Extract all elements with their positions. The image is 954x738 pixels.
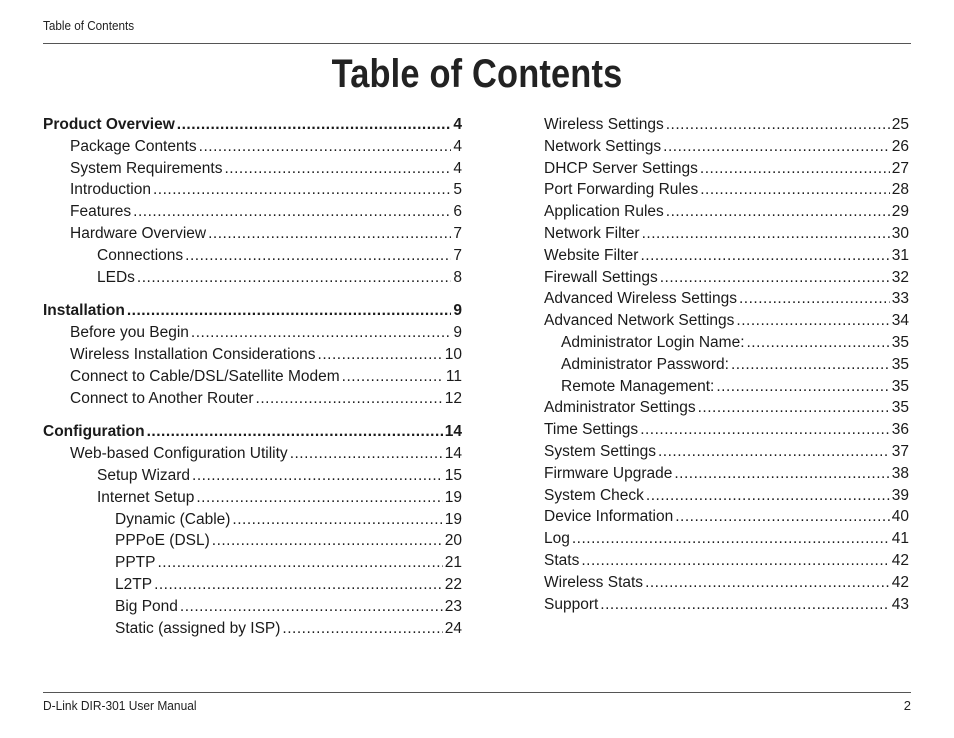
- toc-entry-label: Wireless Settings: [544, 116, 664, 133]
- toc-dot-leader: [658, 441, 890, 463]
- toc-entry-page-number: 35: [891, 333, 909, 351]
- toc-entry[interactable]: [43, 114, 462, 136]
- toc-entry-label: System Requirements: [70, 159, 223, 177]
- toc-entry-label: PPTP: [115, 554, 156, 572]
- toc-dot-leader: [199, 136, 452, 158]
- toc-entry-page-number: 40: [891, 508, 909, 526]
- toc-entry[interactable]: [43, 465, 462, 487]
- toc-entry[interactable]: [544, 528, 909, 550]
- toc-entry-label: Configuration: [43, 423, 145, 441]
- toc-entry[interactable]: [544, 354, 909, 376]
- toc-dot-leader: [185, 245, 451, 267]
- toc-dot-leader: [196, 487, 442, 509]
- toc-dot-leader: [127, 300, 452, 322]
- toc-entry-label: Network Settings: [544, 137, 662, 155]
- toc-entry[interactable]: [43, 158, 462, 180]
- toc-entry-page-number: 42: [891, 573, 909, 591]
- toc-dot-leader: [318, 344, 443, 366]
- toc-entry-page-number: 35: [891, 377, 909, 395]
- toc-entry-label: Introduction: [70, 181, 151, 199]
- toc-dot-leader: [736, 310, 889, 332]
- toc-entry-label: Static (assigned by ISP): [115, 619, 281, 637]
- toc-dot-leader: [747, 332, 890, 354]
- toc-entry-label: Wireless Stats: [544, 573, 644, 591]
- toc-entry-label: Port Forwarding Rules: [544, 181, 699, 199]
- toc-left-column: [43, 114, 462, 639]
- toc-entry[interactable]: [544, 419, 909, 441]
- toc-entry-label: Features: [70, 203, 132, 221]
- footer-divider: [43, 692, 911, 693]
- toc-entry[interactable]: [43, 366, 462, 388]
- toc-entry-page-number: 19: [444, 510, 462, 528]
- toc-entry[interactable]: [544, 201, 909, 223]
- toc-dot-leader: [572, 528, 890, 550]
- toc-entry-page-number: 41: [891, 530, 909, 548]
- toc-entry-page-number: 4: [453, 137, 462, 155]
- toc-dot-leader: [191, 322, 451, 344]
- toc-entry[interactable]: [544, 288, 909, 310]
- toc-entry-label: Before you Begin: [70, 324, 189, 342]
- toc-entry-label: Administrator Settings: [544, 399, 696, 417]
- toc-entry[interactable]: [43, 300, 462, 322]
- toc-entry[interactable]: [43, 596, 462, 618]
- toc-dot-leader: [646, 485, 890, 507]
- toc-dot-leader: [177, 114, 452, 136]
- toc-entry[interactable]: [544, 267, 909, 289]
- toc-entry-label: Product Overview: [43, 116, 175, 133]
- toc-dot-leader: [137, 267, 451, 289]
- toc-entry-page-number: 34: [891, 312, 909, 330]
- toc-entry-page-number: 31: [891, 246, 909, 264]
- toc-entry[interactable]: [544, 245, 909, 267]
- toc-entry-label: Big Pond: [115, 597, 178, 615]
- toc-dot-leader: [232, 509, 442, 531]
- toc-entry[interactable]: [43, 552, 462, 574]
- toc-dot-leader: [731, 354, 890, 376]
- toc-dot-leader: [640, 419, 890, 441]
- toc-entry-page-number: 8: [453, 268, 462, 286]
- toc-entry-label: Stats: [544, 551, 580, 569]
- toc-entry-page-number: 19: [444, 488, 462, 506]
- toc-entry[interactable]: [544, 550, 909, 572]
- toc-entry-page-number: 35: [891, 399, 909, 417]
- toc-entry[interactable]: [43, 179, 462, 201]
- toc-dot-leader: [208, 223, 451, 245]
- toc-dot-leader: [147, 421, 443, 443]
- toc-entry-page-number: 38: [891, 464, 909, 482]
- toc-entry[interactable]: [544, 572, 909, 594]
- toc-dot-leader: [716, 376, 889, 398]
- toc-dot-leader: [600, 594, 889, 616]
- toc-dot-leader: [700, 158, 890, 180]
- toc-dot-leader: [698, 397, 890, 419]
- toc-entry[interactable]: [43, 201, 462, 223]
- toc-entry-label: Hardware Overview: [70, 224, 207, 242]
- toc-entry-page-number: 10: [444, 345, 462, 363]
- toc-entry-label: Network Filter: [544, 224, 640, 242]
- toc-entry-label: Internet Setup: [97, 488, 195, 506]
- toc-dot-leader: [282, 618, 442, 640]
- toc-entry-label: Website Filter: [544, 246, 639, 264]
- toc-entry-page-number: 39: [891, 486, 909, 504]
- toc-dot-leader: [700, 179, 890, 201]
- toc-entry-page-number: 30: [891, 224, 909, 242]
- toc-dot-leader: [663, 136, 890, 158]
- toc-entry-label: Connect to Cable/DSL/Satellite Modem: [70, 367, 340, 385]
- toc-dot-leader: [640, 245, 889, 267]
- toc-entry-page-number: 27: [891, 159, 909, 177]
- toc-entry-page-number: 7: [453, 246, 462, 264]
- toc-entry-label: Connect to Another Router: [70, 389, 254, 407]
- toc-dot-leader: [180, 596, 443, 618]
- toc-entry[interactable]: [544, 158, 909, 180]
- toc-entry-page-number: 43: [891, 595, 909, 613]
- toc-entry[interactable]: [43, 344, 462, 366]
- toc-entry-page-number: 9: [453, 324, 462, 342]
- toc-dot-leader: [256, 388, 443, 410]
- toc-dot-leader: [157, 552, 442, 574]
- toc-entry-label: Firewall Settings: [544, 268, 658, 286]
- toc-entry[interactable]: [544, 179, 909, 201]
- toc-dot-leader: [224, 158, 451, 180]
- toc-entry[interactable]: [544, 594, 909, 616]
- toc-dot-leader: [212, 530, 443, 552]
- toc-entry-label: Installation: [43, 302, 125, 320]
- toc-entry[interactable]: [544, 310, 909, 332]
- toc-entry-page-number: 33: [891, 290, 909, 308]
- toc-entry[interactable]: [43, 267, 462, 289]
- toc-entry-label: Device Information: [544, 508, 674, 526]
- toc-entry-label: Advanced Wireless Settings: [544, 290, 737, 308]
- toc-entry-page-number: 14: [444, 423, 462, 441]
- toc-right-column: [544, 114, 909, 615]
- toc-entry-label: System Settings: [544, 442, 656, 460]
- toc-entry-label: L2TP: [115, 575, 153, 593]
- toc-entry-label: Advanced Network Settings: [544, 312, 735, 330]
- header-divider: [43, 43, 911, 44]
- toc-entry-page-number: 7: [453, 224, 462, 242]
- toc-entry-page-number: 20: [444, 532, 462, 550]
- toc-entry[interactable]: [43, 618, 462, 640]
- toc-entry-label: System Check: [544, 486, 644, 504]
- toc-entry-label: Administrator Login Name:: [561, 333, 745, 351]
- toc-entry-page-number: 24: [444, 619, 462, 637]
- toc-dot-leader: [290, 443, 443, 465]
- toc-entry-page-number: 26: [891, 137, 909, 155]
- toc-entry-label: Support: [544, 595, 599, 613]
- toc-entry-label: Administrator Password:: [561, 355, 729, 373]
- toc-entry-page-number: 14: [444, 445, 462, 463]
- toc-entry-page-number: 4: [453, 159, 462, 177]
- toc-entry-page-number: 9: [453, 302, 462, 320]
- toc-entry-page-number: 5: [453, 181, 462, 199]
- toc-entry[interactable]: [544, 463, 909, 485]
- toc-entry-page-number: 6: [453, 203, 462, 221]
- toc-entry-page-number: 32: [891, 268, 909, 286]
- toc-entry[interactable]: [544, 223, 909, 245]
- toc-entry-label: PPPoE (DSL): [115, 532, 210, 550]
- toc-entry-label: Time Settings: [544, 421, 639, 439]
- toc-entry-page-number: 36: [891, 421, 909, 439]
- toc-entry-page-number: 37: [891, 442, 909, 460]
- toc-entry-page-number: 12: [444, 389, 462, 407]
- toc-entry[interactable]: [544, 136, 909, 158]
- running-header-title: Table of Contents: [43, 18, 135, 33]
- toc-entry[interactable]: [43, 530, 462, 552]
- toc-entry[interactable]: [43, 487, 462, 509]
- toc-dot-leader: [154, 574, 443, 596]
- toc-entry-label: Wireless Installation Considerations: [70, 345, 316, 363]
- toc-entry[interactable]: [43, 421, 462, 443]
- toc-dot-leader: [192, 465, 443, 487]
- toc-entry[interactable]: [43, 509, 462, 531]
- toc-entry[interactable]: [544, 114, 909, 136]
- toc-entry-page-number: 42: [891, 551, 909, 569]
- toc-entry[interactable]: [43, 136, 462, 158]
- page-title: Table of Contents: [331, 52, 623, 96]
- toc-dot-leader: [675, 506, 890, 528]
- footer-page-number: 2: [903, 698, 911, 713]
- toc-entry[interactable]: [544, 332, 909, 354]
- toc-entry-label: Application Rules: [544, 203, 664, 221]
- toc-entry-page-number: 29: [891, 203, 909, 221]
- footer-manual-title: D-Link DIR-301 User Manual: [43, 698, 197, 713]
- toc-entry-label: DHCP Server Settings: [544, 159, 698, 177]
- toc-dot-leader: [642, 223, 890, 245]
- toc-entry-label: Remote Management:: [561, 377, 715, 395]
- toc-dot-leader: [153, 179, 451, 201]
- toc-dot-leader: [666, 114, 890, 136]
- toc-entry-page-number: 28: [891, 181, 909, 199]
- toc-entry-label: Setup Wizard: [97, 466, 191, 484]
- toc-entry-page-number: 15: [444, 466, 462, 484]
- toc-entry-page-number: 25: [891, 116, 909, 133]
- toc-dot-leader: [133, 201, 451, 223]
- toc-dot-leader: [342, 366, 444, 388]
- toc-entry-label: Dynamic (Cable): [115, 510, 231, 528]
- toc-entry-page-number: 22: [444, 575, 462, 593]
- toc-entry[interactable]: [544, 397, 909, 419]
- toc-entry-label: Firmware Upgrade: [544, 464, 673, 482]
- toc-entry-page-number: 23: [444, 597, 462, 615]
- toc-entry[interactable]: [43, 574, 462, 596]
- toc-entry[interactable]: [544, 485, 909, 507]
- toc-dot-leader: [739, 288, 890, 310]
- toc-entry-page-number: 21: [444, 554, 462, 572]
- toc-entry-label: Connections: [97, 246, 184, 264]
- toc-entry[interactable]: [43, 245, 462, 267]
- toc-entry-label: Web-based Configuration Utility: [70, 445, 288, 463]
- toc-entry-page-number: 11: [445, 367, 462, 385]
- toc-entry-page-number: 4: [453, 116, 462, 133]
- toc-dot-leader: [660, 267, 890, 289]
- toc-dot-leader: [581, 550, 889, 572]
- toc-dot-leader: [666, 201, 890, 223]
- toc-dot-leader: [674, 463, 889, 485]
- toc-entry[interactable]: [43, 388, 462, 410]
- toc-entry-label: Package Contents: [70, 137, 197, 155]
- toc-entry-label: Log: [544, 530, 570, 548]
- toc-entry-label: LEDs: [97, 268, 135, 286]
- toc-dot-leader: [645, 572, 890, 594]
- toc-entry[interactable]: [544, 441, 909, 463]
- toc-entry[interactable]: [43, 443, 462, 465]
- toc-entry[interactable]: [43, 322, 462, 344]
- toc-entry[interactable]: [544, 376, 909, 398]
- toc-entry-page-number: 35: [891, 355, 909, 373]
- toc-entry[interactable]: [544, 506, 909, 528]
- toc-entry[interactable]: [43, 223, 462, 245]
